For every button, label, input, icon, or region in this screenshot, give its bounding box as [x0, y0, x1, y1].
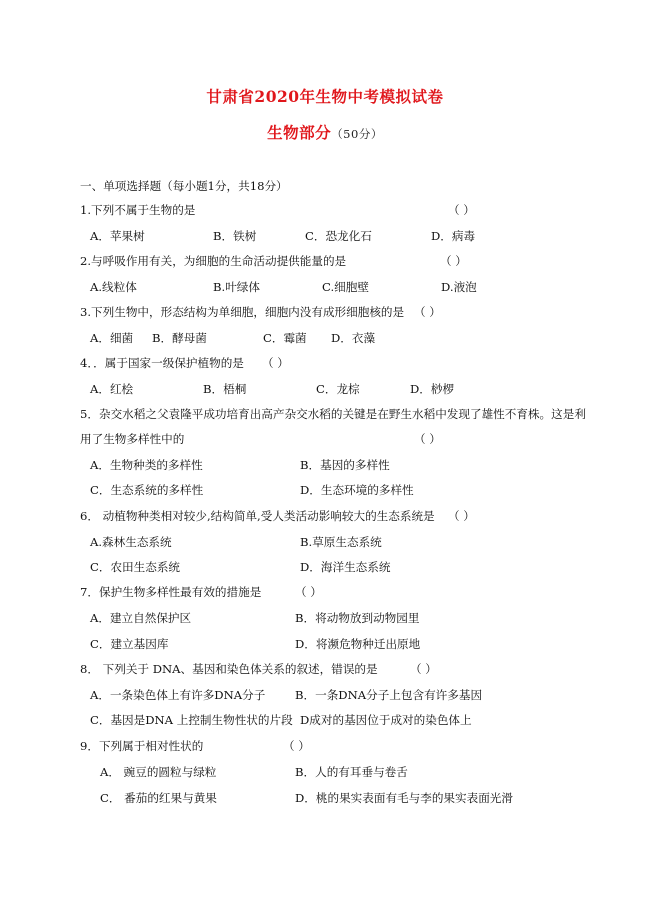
question-6-option-b: B.草原生态系统 — [300, 535, 382, 549]
question-8-option-b: B．一条DNA分子上包含有许多基因 — [295, 688, 483, 702]
question-2-stem: 2.与呼吸作用有关，为细胞的生命活动提供能量的是 — [80, 254, 347, 268]
question-6-option-c: C．农田生态系统 — [90, 560, 181, 574]
question-9-stem: 9．下列属于相对性状的 — [80, 739, 204, 753]
question-4-answer-blank: （ ） — [262, 356, 289, 370]
question-6-option-a: A.森林生态系统 — [90, 535, 172, 549]
section-heading: 一、单项选择题（每小题1分，共18分） — [80, 179, 288, 193]
question-3-option-d: D．衣藻 — [331, 331, 376, 345]
question-1-stem: 1.下列不属于生物的是 — [80, 203, 196, 217]
question-4-option-c: C．龙棕 — [316, 382, 360, 396]
question-5-option-c: C．生态系统的多样性 — [90, 483, 204, 497]
question-7-option-c: C．建立基因库 — [90, 637, 169, 651]
question-8-answer-blank: （ ） — [410, 662, 437, 676]
question-2-option-a: A.线粒体 — [90, 280, 137, 294]
question-9-option-d: D．桃的果实表面有毛与李的果实表面光滑 — [295, 791, 513, 805]
question-5-answer-blank: （ ） — [414, 432, 441, 446]
question-4-stem: 4．．属于国家一级保护植物的是 — [80, 356, 244, 370]
question-9-answer-blank: （ ） — [283, 739, 310, 753]
question-8-option-d: D成对的基因位于成对的染色体上 — [300, 713, 472, 727]
question-5-option-a: A．生物种类的多样性 — [90, 458, 203, 472]
question-2-answer-blank: （ ） — [440, 254, 467, 268]
question-2-option-d: D.液泡 — [441, 280, 477, 294]
question-4-option-b: B．梧桐 — [203, 382, 247, 396]
question-5-option-b: B．基因的多样性 — [300, 458, 390, 472]
subtitle-text: 生物部分 — [267, 123, 332, 142]
question-3-option-b: B．酵母菌 — [152, 331, 207, 345]
question-4-option-d: D．桫椤 — [410, 382, 455, 396]
question-1-option-a: A．苹果树 — [90, 229, 145, 243]
question-2-option-c: C.细胞壁 — [322, 280, 369, 294]
question-5-option-d: D．生态环境的多样性 — [300, 483, 414, 497]
question-6-stem: 6． 动植物种类相对较少,结构简单,受人类活动影响较大的生态系统是 — [80, 509, 435, 523]
question-1-answer-blank: （ ） — [448, 203, 475, 217]
question-5-stem-line-2: 用了生物多样性中的 — [80, 432, 185, 446]
question-6-answer-blank: （ ） — [448, 509, 475, 523]
exam-subtitle — [0, 121, 650, 143]
question-5-stem-line-1: 5．杂交水稻之父袁隆平成功培育出高产杂交水稻的关键是在野生水稻中发现了雄性不育株。这是利 — [80, 407, 586, 421]
question-1-option-b: B．铁树 — [213, 229, 257, 243]
question-9-option-b: B．人的有耳垂与卷舌 — [295, 765, 408, 779]
question-7-option-d: D．将濒危物种迁出原地 — [295, 637, 421, 651]
question-9-option-c: C． 番茄的红果与黄果 — [100, 791, 217, 805]
question-1-option-d: D．病毒 — [431, 229, 476, 243]
question-7-stem: 7．保护生物多样性最有效的措施是 — [80, 585, 262, 599]
exam-title: 甘肃省2020年生物中考模拟试卷 — [206, 87, 444, 106]
question-3-option-c: C．霉菌 — [263, 331, 307, 345]
question-8-option-c: C．基因是DNA 上控制生物性状的片段 — [90, 713, 293, 727]
subtitle-score: （50分） — [331, 127, 383, 141]
question-9-option-a: A． 豌豆的圆粒与绿粒 — [100, 765, 217, 779]
question-1-option-c: C．恐龙化石 — [305, 229, 372, 243]
question-4-option-a: A．红桧 — [90, 382, 134, 396]
question-2-option-b: B.叶绿体 — [213, 280, 260, 294]
question-8-option-a: A．一条染色体上有许多DNA分子 — [90, 688, 266, 702]
question-7-option-a: A．建立自然保护区 — [90, 611, 192, 625]
question-6-option-d: D．海洋生态系统 — [300, 560, 391, 574]
question-7-answer-blank: （ ） — [295, 585, 322, 599]
question-8-stem: 8． 下列关于 DNA、基因和染色体关系的叙述，错误的是 — [80, 662, 378, 676]
question-7-option-b: B．将动物放到动物园里 — [295, 611, 420, 625]
question-3-option-a: A．细菌 — [90, 331, 134, 345]
question-3-stem: 3.下列生物中，形态结构为单细胞，细胞内没有成形细胞核的是 — [80, 305, 405, 319]
question-3-answer-blank: （ ） — [414, 305, 441, 319]
